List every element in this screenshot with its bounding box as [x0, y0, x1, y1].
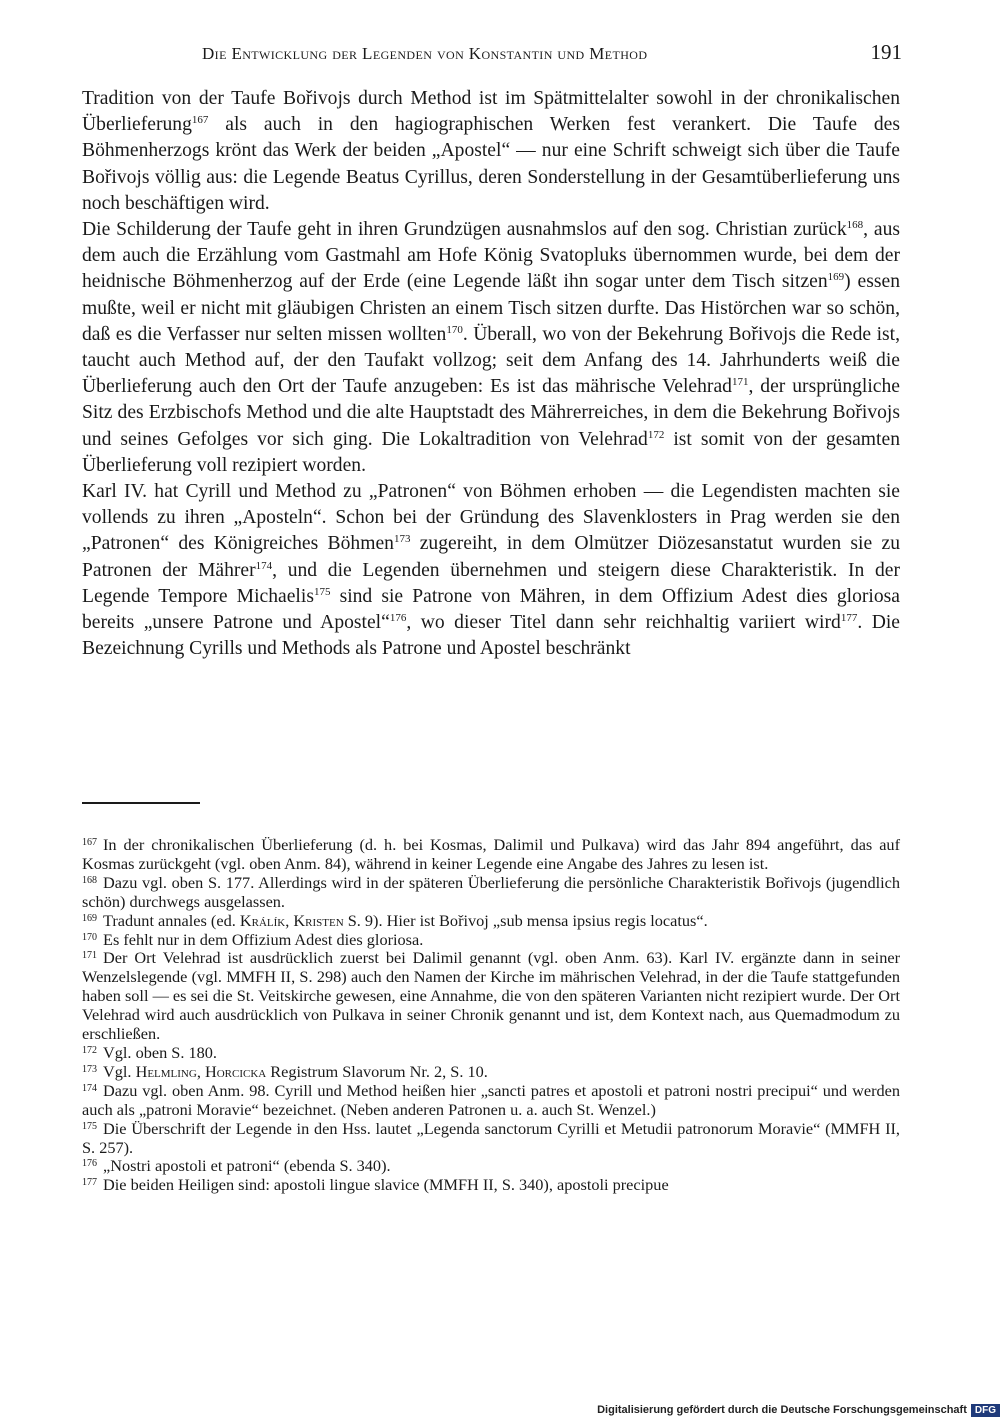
footnote-168: [82, 874, 900, 912]
text-span: , der ursprüngliche Sitz des Erzbischofs Method und die alte Hauptstadt des Mährerreiches, in dem die Bekehrung Bořivojs und seines Gefolges vor sich ging. Die Lokaltradition von Velehrad: [82, 376, 900, 450]
text-span: , wo dieser Titel dann sehr reichhaltig variiert wird: [406, 612, 841, 634]
paragraph-2: [82, 217, 900, 479]
text-span: Tradition von der Taufe Bořivojs durch Method ist im Spätmittelalter sowohl in der chronikalischen Überlieferung: [82, 88, 900, 136]
footnote-170: [82, 931, 900, 950]
dfg-logo: DFG: [971, 1404, 1000, 1417]
footnote-number: 176: [82, 1158, 97, 1170]
footnote-text: Dazu vgl. oben S. 177. Allerdings wird in der späteren Überlieferung die persönliche Charakteristik Bořivojs (jugendlich schön) durchwegs ausgelassen.: [82, 872, 900, 911]
page-header: [82, 40, 902, 74]
footnote-divider: [82, 802, 200, 804]
footnote-ref: 177: [840, 612, 858, 625]
footnote-text: Vgl.: [103, 1061, 136, 1081]
footnote-ref: 168: [846, 219, 864, 232]
author-name: Kristen: [293, 910, 344, 930]
main-text: [82, 86, 900, 662]
footnote-text: Die Überschrift der Legende in den Hss. lautet „Legenda sanctorum Cyrilli et Metudii patronorum Moravie“ (MMFH II, S. 257).: [82, 1118, 900, 1157]
footnote-ref: 174: [255, 559, 273, 572]
footnote-ref: 170: [446, 323, 463, 336]
footnote-177: [82, 1176, 900, 1195]
footnote-ref: 173: [393, 533, 411, 546]
footnotes: [82, 836, 900, 1195]
footnote-number: 170: [82, 931, 97, 943]
footnote-text: Tradunt annales (ed.: [103, 910, 240, 930]
text-span: , und die Legenden übernehmen und steigern diese Charakteristik. In der Legende Tempore Michaelis: [82, 559, 900, 607]
footnote-ref: 175: [313, 585, 331, 598]
footnote-173: [82, 1063, 900, 1082]
footnote-number: 171: [82, 950, 97, 962]
footnote-175: [82, 1120, 900, 1158]
text-span: sind sie Patrone von Mähren, in dem Offizium Adest dies gloriosa bereits „unsere Patrone und Apostel“: [82, 585, 900, 634]
footnote-167: [82, 836, 900, 874]
footnote-169: [82, 912, 900, 931]
text-span: . Überall, wo von der Bekehrung Bořivojs die Rede ist, taucht auch Method auf, der den Taufakt vollzog; seit dem Anfang des 14. Jahrhunderts weiß die Überlieferung auch den Ort der Taufe anzugeben: Es ist das mährische Velehrad: [82, 323, 900, 398]
footnote-text: Es fehlt nur in dem Offizium Adest dies gloriosa.: [103, 929, 424, 949]
footnote-text: Vgl. oben S. 180.: [103, 1042, 217, 1062]
text-span: Die Schilderung der Taufe geht in ihren Grundzügen ausnahmslos auf den sog. Christian zurück: [82, 219, 847, 241]
footnote-174: [82, 1082, 900, 1120]
footnote-number: 172: [82, 1044, 97, 1056]
author-name: Helmling: [135, 1061, 197, 1081]
footnote-176: [82, 1157, 900, 1176]
footnote-ref: 167: [191, 114, 209, 127]
text-span: , aus dem auch die Erzählung vom Gastmahl am Hofe König Svatopluks übernommen wurde, bei dem der heidnische Böhmenherzog auf der Erde (eine Legende läßt ihn sogar unter dem Tisch sitzen: [82, 219, 900, 293]
footnote-172: [82, 1044, 900, 1063]
text-span: ist somit von der gesamten Überlieferung voll rezipiert worden.: [82, 428, 900, 476]
author-name: Králík: [239, 910, 286, 930]
footnote-number: 173: [82, 1063, 97, 1075]
footnote-text: ,: [196, 1061, 205, 1081]
footnote-ref: 171: [731, 376, 749, 389]
footnote-text: S. 9). Hier ist Bořivoj „sub mensa ipsius regis locatus“.: [343, 910, 708, 930]
text-span: ) essen mußte, weil er nicht mit gläubigen Christen an einem Tisch sitzen durfte. Das Histörchen war so schön, daß es die Verfasser nur selten missen wollten: [82, 271, 900, 345]
text-span: . Die Bezeichnung Cyrills und Methods als Patrone und Apostel beschränkt: [82, 612, 900, 660]
footnote-ref: 172: [647, 428, 665, 441]
footnote-number: 167: [82, 837, 97, 848]
footnote-text: Die beiden Heiligen sind: apostoli lingue slavice (MMFH II, S. 340), apostoli precipue: [103, 1175, 669, 1195]
paragraph-3: [82, 479, 900, 662]
footnote-ref: 169: [827, 271, 845, 284]
text-span: als auch in den hagiographischen Werken fest verankert. Die Taufe des Böhmenherzogs krönt das Werk der beiden „Apostel“ — nur eine Schrift schweigt sich über die Taufe Bořivojs völlig aus: die Legende Beatus Cyrillus, deren Sonderstellung in der Gesamtüberlieferung uns noch beschäftigen wird.: [82, 114, 900, 214]
footnote-number: 177: [82, 1177, 97, 1189]
footnote-text: Registrum Slavorum Nr. 2, S. 10.: [266, 1061, 488, 1081]
footnote-number: 174: [82, 1082, 97, 1094]
page-number: 191: [870, 40, 902, 64]
footnote-text: ,: [285, 910, 294, 930]
digitization-credit: [597, 1402, 1000, 1418]
credit-text: Digitalisierung gefördert durch die Deutsche Forschungsgemeinschaft: [597, 1404, 967, 1416]
footnote-number: 169: [82, 912, 97, 924]
footnote-text: Der Ort Velehrad ist ausdrücklich zuerst bei Dalimil genannt (vgl. oben Anm. 63). Karl IV. ergänzte dann in seiner Wenzelslegende (vgl. MMFH II, S. 298) auch den Namen der Kirche im mährischen Velehrad, in der die Taufe stattgefunden haben soll — es sei die St. Veitskirche gewesen, eine Annahme, die von den späteren Varianten nicht rezipiert wurde. Der Ort Velehrad wird auch ausdrücklich von Pulkava in seiner Chronik genannt und ist, dem Kontext nach, aus Quemadmodum zu erschließen.: [82, 948, 900, 1044]
footnote-number: 175: [82, 1120, 97, 1132]
footnote-ref: 176: [389, 612, 407, 625]
author-name: Horcicka: [204, 1061, 267, 1081]
text-span: Karl IV. hat Cyrill und Method zu „Patronen“ von Böhmen erhoben — die Legendisten machten sie vollends zu ihren „Aposteln“. Schon bei der Gründung des Slavenklosters in Prag werden sie den „Patronen“ des Königreiches Böhmen: [82, 481, 900, 555]
footnote-text: In der chronikalischen Überlieferung (d. h. bei Kosmas, Dalimil und Pulkava) wird das Jahr 894 angeführt, das auf Kosmas zurückgeht (vgl. oben Anm. 84), während in keiner Legende eine Angabe des Jahres zu lesen ist.: [82, 835, 900, 873]
running-title: Die Entwicklung der Legenden von Konstantin und Method: [202, 44, 648, 63]
paragraph-1: [82, 86, 900, 217]
footnote-text: „Nostri apostoli et patroni“ (ebenda S. 340).: [103, 1156, 391, 1176]
footnote-171: [82, 949, 900, 1044]
footnote-number: 168: [82, 874, 97, 886]
text-span: zugereiht, in dem Olmützer Diözesanstatut wurden sie zu Patronen der Mährer: [82, 533, 900, 581]
footnote-text: Dazu vgl. oben Anm. 98. Cyrill und Method heißen hier „sancti patres et apostoli et patroni nostri precipui“ und werden auch als „patroni Moravie“ bezeichnet. (Neben anderen Patronen u. a. auch St. Wenzel.): [82, 1080, 900, 1119]
